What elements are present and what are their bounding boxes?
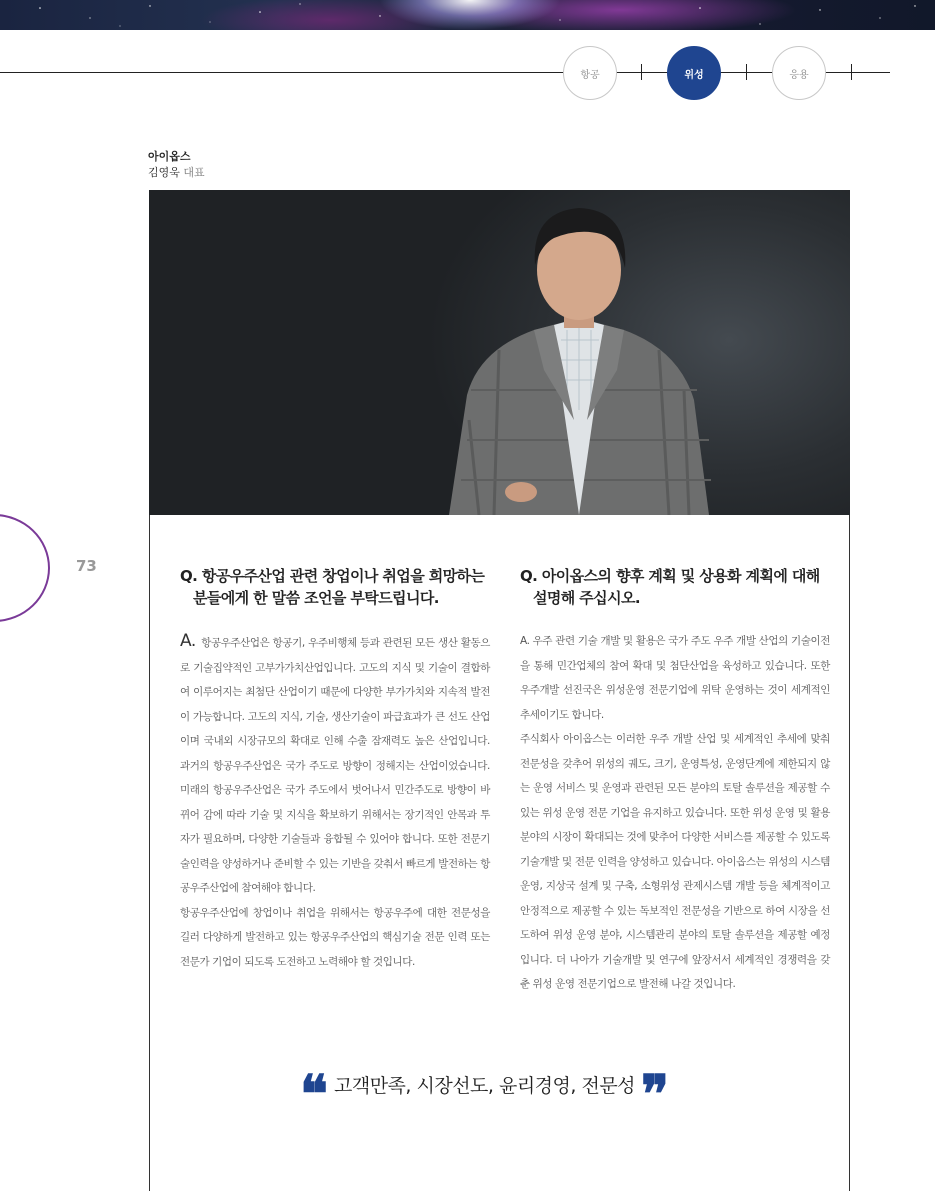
left-column [180,565,490,974]
open-quote-icon: ❝ [300,1064,328,1125]
nav-divider [746,64,747,80]
nav-divider [851,64,852,80]
answer-mark: A. [180,631,196,651]
motto-text: 고객만족, 시장선도, 윤리경영, 전문성 [333,1074,636,1097]
nav-item-label: 항공 [580,69,600,81]
right-answer [520,629,830,997]
right-answer-paragraph: A. 우주 관련 기술 개발 및 활용은 국가 주도 우주 개발 산업의 기술이전을 통해 민간업체의 참여 확대 및 첨단산업을 육성하고 있습니다. 또한 우주개발 선진국은 위성운영 전문기업에 위탁 운영하는 것이 세계적인 추세이기도 합니다. [520,635,830,721]
person-line [148,164,205,180]
space-banner-image [0,0,935,30]
right-question: Q. 아이옵스의 향후 계획 및 상용화 계획에 대해 설명해 주십시오. [520,567,820,607]
close-quote-icon: ❞ [641,1064,670,1125]
person-role: 대표 [183,166,205,179]
frame-line [849,515,850,1191]
left-answer [180,629,490,974]
nav-item-label: 응용 [789,69,809,81]
nav-item-satellite[interactable] [667,46,721,100]
frame-line [149,515,150,1191]
nav-line [0,72,890,73]
page-number: 73 [76,557,97,575]
nav-item-aviation[interactable] [563,46,617,100]
left-answer-paragraph-2: 항공우주산업에 창업이나 취업을 위해서는 항공우주에 대한 전문성을 길러 다양하게 발전하고 있는 항공우주산업의 핵심기술 전문 인력 또는 전문가 기업이 되도록 도전하고 노력해야 할 것입니다. [180,906,490,968]
right-answer-paragraph-2: 주식회사 아이옵스는 이러한 우주 개발 산업 및 세계적인 추세에 맞춰 전문성을 갖추어 위성의 궤도, 크기, 운영특성, 운영단계에 제한되지 않는 운영 서비스 및 운영과 관련된 모든 분야의 토탈 솔루션을 제공할 수 있는 위성 운영 전문 기업을 유지하고 있습니다. 또한 위성 운영 및 활용 분야의 시장이 확대되는 것에 맞추어 다양한 서비스를 제공할 수 있도록 기술개발 및 전문 인력을 양성하고 있습니다. 아이옵스는 위성의 시스템 운영, 지상국 설계 및 구축, 소형위성 관제시스템 개발 등을 체계적이고 안정적으로 제공할 수 있는 독보적인 전문성을 기반으로 하여 시장을 선도하여 위성 운영 분야, 시스템관리 분야의 토탈 솔루션을 제공할 예정입니다. 더 나아가 기술개발 및 연구에 앞장서서 세계적인 경쟁력을 갖춘 위성 운영 전문기업으로 발전해 나갈 것입니다. [520,733,830,990]
company-name: 아이옵스 [148,150,191,163]
page-arc-decoration [0,514,50,622]
stars-decoration [0,0,935,30]
portrait-illustration [149,190,850,515]
nav-divider [641,64,642,80]
left-answer-text: 항공우주산업은 항공기, 우주비행체 등과 관련된 모든 생산 활동으로 기술집약적인 고부가가치산업입니다. 고도의 지식 및 기술이 결합하여 이루어지는 최첨단 산업이기 때문에 다양한 부가가치와 지속적 발전이 가능합니다. 고도의 지식, 기술, 생산기술이 파급효과가 큰 선도 산업이며 국내외 시장규모의 확대로 인해 수출 잠재력도 높은 산업입니다. 과거의 항공우주산업은 국가 주도로 방향이 정해지는 산업이었습니다. 미래의 항공우주산업은 국가 주도에서 벗어나서 민간주도로 방향이 바뀌어 감에 따라 기술 및 지식을 확보하기 위해서는 장기적인 안목과 투자가 필요하며, 다양한 기술들과 융합될 수 있어야 합니다. 또한 전문기술인력을 양성하거나 준비할 수 있는 기반을 갖춰서 빠르게 발전하는 항공우주산업에 참여해야 합니다. [180,637,490,894]
left-question: Q. 항공우주산업 관련 창업이나 취업을 희망하는 분들에게 한 말씀 조언을 부탁드립니다. [180,567,485,607]
right-column [520,565,830,997]
left-answer-paragraph [180,629,490,901]
nav-item-label: 위성 [684,69,704,81]
portrait-photo [149,190,850,515]
person-name: 김영욱 [148,166,180,179]
motto-quote [300,1064,700,1125]
nav-item-application[interactable] [772,46,826,100]
